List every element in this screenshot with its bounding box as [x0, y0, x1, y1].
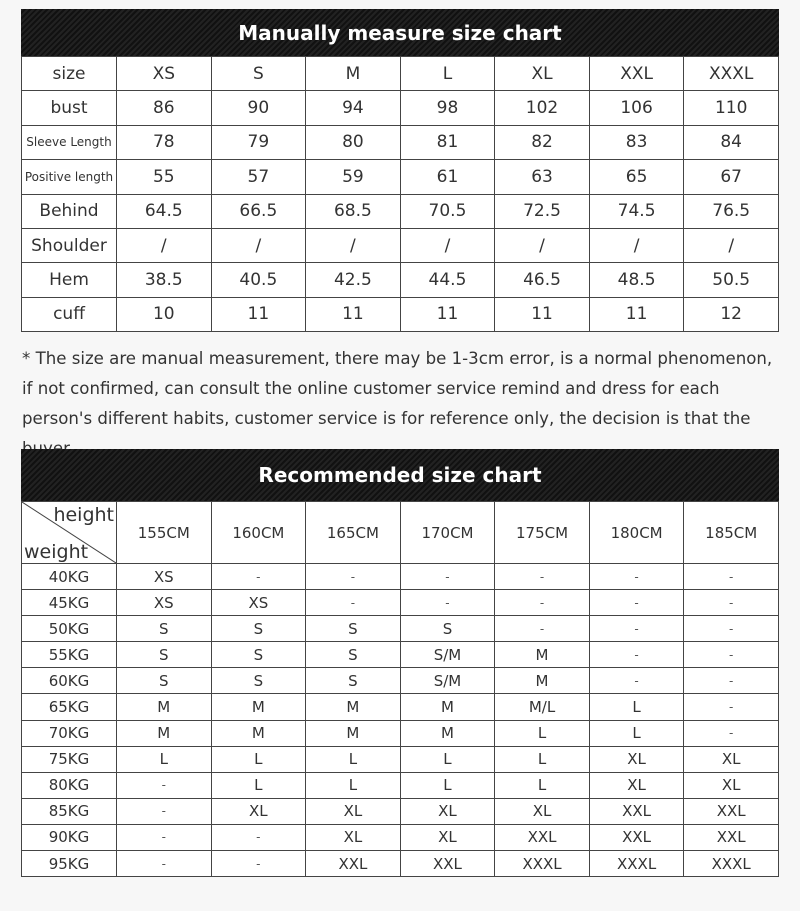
measure-row: [22, 91, 779, 125]
weight-row: [22, 668, 779, 694]
measure-cell: 63: [495, 160, 590, 194]
weight-row: [22, 694, 779, 720]
recommended-size-cell: -: [684, 668, 779, 694]
height-header-row: [22, 502, 779, 564]
recommended-size-cell: L: [495, 772, 590, 798]
measure-cell: /: [684, 228, 779, 262]
recommended-size-cell: -: [684, 564, 779, 590]
recommended-size-cell: -: [117, 824, 212, 850]
measure-row: [22, 194, 779, 228]
recommended-size-cell: L: [306, 746, 401, 772]
measure-cell: L: [400, 57, 495, 91]
recommended-size-cell: -: [211, 851, 306, 877]
measure-chart-title: Manually measure size chart: [21, 9, 779, 56]
recommended-size-cell: -: [117, 772, 212, 798]
recommended-size-cell: -: [589, 642, 684, 668]
weight-row-label: 45KG: [22, 590, 117, 616]
height-column-header: 185CM: [684, 502, 779, 564]
recommended-size-cell: -: [400, 564, 495, 590]
weight-row-label: 50KG: [22, 616, 117, 642]
measure-row-label: Shoulder: [22, 228, 117, 262]
measure-cell: 38.5: [117, 263, 212, 297]
measure-cell: 102: [495, 91, 590, 125]
measure-cell: 59: [306, 160, 401, 194]
measure-cell: 90: [211, 91, 306, 125]
measure-cell: 50.5: [684, 263, 779, 297]
recommended-size-cell: S: [400, 616, 495, 642]
measure-cell: XXXL: [684, 57, 779, 91]
recommended-size-cell: L: [589, 694, 684, 720]
height-column-header: 155CM: [117, 502, 212, 564]
recommended-size-cell: XL: [495, 798, 590, 824]
recommended-size-cell: XXL: [495, 824, 590, 850]
height-weight-corner-cell: [22, 502, 117, 564]
recommended-size-cell: -: [589, 564, 684, 590]
measure-row-label: Positive length: [22, 160, 117, 194]
measure-cell: /: [211, 228, 306, 262]
measure-cell: 106: [589, 91, 684, 125]
weight-row: [22, 798, 779, 824]
recommended-size-cell: -: [495, 616, 590, 642]
measure-cell: 61: [400, 160, 495, 194]
measure-row-label: cuff: [22, 297, 117, 331]
recommended-size-cell: S/M: [400, 642, 495, 668]
measure-cell: 11: [306, 297, 401, 331]
measure-cell: 86: [117, 91, 212, 125]
measure-row: [22, 125, 779, 159]
recommended-size-cell: XL: [211, 798, 306, 824]
recommended-size-cell: M: [495, 668, 590, 694]
recommend-size-table: [21, 501, 779, 877]
weight-row-label: 55KG: [22, 642, 117, 668]
measure-cell: 76.5: [684, 194, 779, 228]
recommended-size-cell: M: [306, 694, 401, 720]
measure-cell: 83: [589, 125, 684, 159]
measure-cell: /: [306, 228, 401, 262]
measure-cell: XS: [117, 57, 212, 91]
recommended-size-cell: XXL: [306, 851, 401, 877]
weight-row: [22, 851, 779, 877]
recommended-size-cell: M: [211, 694, 306, 720]
measure-cell: 48.5: [589, 263, 684, 297]
measure-row: [22, 160, 779, 194]
recommended-size-cell: -: [306, 564, 401, 590]
measure-cell: 98: [400, 91, 495, 125]
recommended-size-cell: L: [211, 746, 306, 772]
measure-cell: 44.5: [400, 263, 495, 297]
measure-cell: 94: [306, 91, 401, 125]
measure-cell: 12: [684, 297, 779, 331]
measure-cell: 10: [117, 297, 212, 331]
recommended-size-cell: S: [306, 668, 401, 694]
measure-cell: 11: [589, 297, 684, 331]
recommended-size-cell: -: [495, 590, 590, 616]
weight-row: [22, 824, 779, 850]
measure-cell: 81: [400, 125, 495, 159]
recommended-size-cell: XXL: [400, 851, 495, 877]
recommended-size-cell: XL: [400, 824, 495, 850]
weight-row-label: 80KG: [22, 772, 117, 798]
measure-row-label: Sleeve Length: [22, 125, 117, 159]
recommended-size-cell: -: [400, 590, 495, 616]
recommended-size-cell: S: [306, 616, 401, 642]
recommended-size-cell: -: [589, 616, 684, 642]
recommended-size-cell: M: [495, 642, 590, 668]
measure-cell: /: [495, 228, 590, 262]
measure-row-label: Behind: [22, 194, 117, 228]
recommended-size-cell: -: [684, 590, 779, 616]
recommended-size-cell: S: [211, 616, 306, 642]
measure-cell: 11: [211, 297, 306, 331]
weight-row-label: 85KG: [22, 798, 117, 824]
recommended-size-cell: M: [306, 720, 401, 746]
measure-cell: 55: [117, 160, 212, 194]
recommended-size-cell: L: [495, 746, 590, 772]
weight-row: [22, 616, 779, 642]
recommended-size-cell: XXL: [684, 798, 779, 824]
weight-row: [22, 772, 779, 798]
recommended-size-cell: M/L: [495, 694, 590, 720]
recommended-size-cell: -: [684, 616, 779, 642]
recommended-size-cell: XL: [589, 746, 684, 772]
measure-row-label: Hem: [22, 263, 117, 297]
recommended-size-cell: M: [117, 720, 212, 746]
measure-cell: S: [211, 57, 306, 91]
measure-cell: 84: [684, 125, 779, 159]
recommended-size-cell: S/M: [400, 668, 495, 694]
measure-cell: 82: [495, 125, 590, 159]
recommended-size-cell: -: [211, 824, 306, 850]
recommend-chart-title: Recommended size chart: [21, 449, 779, 501]
recommended-size-cell: XXL: [589, 824, 684, 850]
weight-row: [22, 746, 779, 772]
measure-row-label: size: [22, 57, 117, 91]
recommended-size-cell: -: [495, 564, 590, 590]
recommended-size-cell: M: [400, 720, 495, 746]
measure-cell: 70.5: [400, 194, 495, 228]
height-column-header: 160CM: [211, 502, 306, 564]
recommended-size-cell: S: [117, 616, 212, 642]
recommended-size-cell: -: [684, 694, 779, 720]
measure-cell: 67: [684, 160, 779, 194]
measure-cell: 110: [684, 91, 779, 125]
measurement-note: * The size are manual measurement, there may be 1-3cm error, is a normal phenomenon, if not confirmed, can consult the online customer service remind and dress for each person's different habits, customer service is for reference only, the decision is that the: [22, 349, 773, 428]
recommended-size-cell: M: [400, 694, 495, 720]
measure-row: [22, 263, 779, 297]
measure-cell: 79: [211, 125, 306, 159]
recommended-size-cell: S: [211, 668, 306, 694]
measure-cell: 65: [589, 160, 684, 194]
recommended-size-cell: M: [117, 694, 212, 720]
weight-row: [22, 590, 779, 616]
recommended-size-cell: -: [589, 590, 684, 616]
measure-cell: 68.5: [306, 194, 401, 228]
recommended-size-cell: XS: [117, 564, 212, 590]
measure-cell: 11: [495, 297, 590, 331]
measure-cell: /: [589, 228, 684, 262]
recommended-size-cell: XS: [211, 590, 306, 616]
measure-cell: 64.5: [117, 194, 212, 228]
measure-cell: 46.5: [495, 263, 590, 297]
recommended-size-cell: L: [400, 772, 495, 798]
weight-row-label: 60KG: [22, 668, 117, 694]
recommended-size-cell: L: [589, 720, 684, 746]
height-axis-label: height: [53, 504, 114, 526]
weight-row-label: 75KG: [22, 746, 117, 772]
measure-cell: /: [400, 228, 495, 262]
recommended-size-cell: XXL: [684, 824, 779, 850]
recommended-size-cell: S: [211, 642, 306, 668]
measure-cell: 42.5: [306, 263, 401, 297]
recommended-size-cell: -: [684, 720, 779, 746]
recommended-size-cell: XXXL: [589, 851, 684, 877]
recommended-size-cell: XL: [306, 798, 401, 824]
height-column-header: 170CM: [400, 502, 495, 564]
recommended-size-cell: -: [117, 798, 212, 824]
measure-cell: 11: [400, 297, 495, 331]
measure-row: [22, 228, 779, 262]
recommended-size-cell: XS: [117, 590, 212, 616]
recommended-size-cell: L: [400, 746, 495, 772]
recommended-size-cell: XL: [589, 772, 684, 798]
weight-row-label: 90KG: [22, 824, 117, 850]
weight-row: [22, 564, 779, 590]
recommended-size-cell: XL: [400, 798, 495, 824]
measure-cell: XXL: [589, 57, 684, 91]
recommended-size-cell: M: [211, 720, 306, 746]
measure-cell: 57: [211, 160, 306, 194]
height-column-header: 180CM: [589, 502, 684, 564]
weight-row-label: 95KG: [22, 851, 117, 877]
weight-row: [22, 720, 779, 746]
recommended-size-cell: -: [684, 642, 779, 668]
measure-cell: M: [306, 57, 401, 91]
recommended-size-cell: S: [117, 668, 212, 694]
measure-cell: 80: [306, 125, 401, 159]
recommended-size-cell: S: [306, 642, 401, 668]
weight-row: [22, 642, 779, 668]
measure-size-table: [21, 56, 779, 332]
recommended-size-cell: XXXL: [684, 851, 779, 877]
measure-cell: 78: [117, 125, 212, 159]
recommended-size-cell: XXXL: [495, 851, 590, 877]
recommended-size-cell: L: [306, 772, 401, 798]
weight-row-label: 40KG: [22, 564, 117, 590]
measure-cell: 74.5: [589, 194, 684, 228]
measure-cell: XL: [495, 57, 590, 91]
recommended-size-cell: -: [211, 564, 306, 590]
recommended-size-cell: XL: [306, 824, 401, 850]
measure-row: [22, 297, 779, 331]
recommended-size-cell: L: [117, 746, 212, 772]
height-column-header: 165CM: [306, 502, 401, 564]
recommended-size-cell: XXL: [589, 798, 684, 824]
weight-row-label: 65KG: [22, 694, 117, 720]
measure-cell: 66.5: [211, 194, 306, 228]
weight-row-label: 70KG: [22, 720, 117, 746]
measure-row-label: bust: [22, 91, 117, 125]
recommended-size-cell: L: [211, 772, 306, 798]
recommended-size-cell: -: [589, 668, 684, 694]
recommended-size-cell: S: [117, 642, 212, 668]
recommended-size-cell: -: [117, 851, 212, 877]
measure-cell: 72.5: [495, 194, 590, 228]
recommended-size-cell: -: [306, 590, 401, 616]
recommended-size-cell: L: [495, 720, 590, 746]
recommended-size-cell: XL: [684, 746, 779, 772]
height-column-header: 175CM: [495, 502, 590, 564]
measure-cell: 40.5: [211, 263, 306, 297]
recommended-size-cell: XL: [684, 772, 779, 798]
measure-cell: /: [117, 228, 212, 262]
measure-row: [22, 57, 779, 91]
weight-axis-label: weight: [24, 541, 89, 563]
